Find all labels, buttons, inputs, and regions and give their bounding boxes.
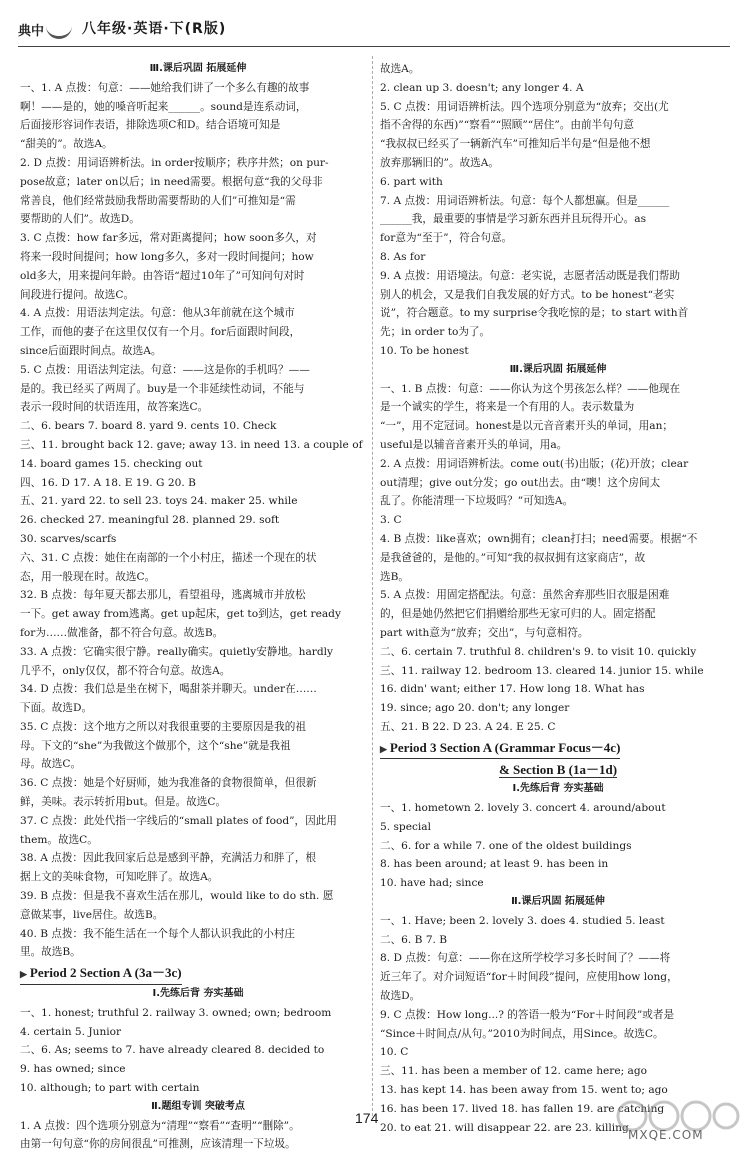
answer-line: 1. A 点拨：四个选项分别意为“清理”“察看”“查明”“删除”。 bbox=[20, 1119, 300, 1132]
answer-line: 9. C 点拨：How long...? 的答语一般为“For＋时间段”或者是 bbox=[380, 1008, 675, 1021]
answer-line: 四、16. D 17. A 18. E 19. G 20. B bbox=[20, 476, 196, 489]
answer-line: 一、1. honest; truthful 2. railway 3. owned; own; bedroom bbox=[20, 1006, 332, 1019]
answer-line: since后面跟时间点。故选A。 bbox=[20, 344, 162, 357]
answer-line: ______我，最重要的事情是学习新东西并且玩得开心。as bbox=[380, 213, 647, 226]
page-header bbox=[0, 0, 750, 52]
answer-line: 33. A 点拨：它确实很宁静。really确实。quietly安静地。hardly bbox=[20, 645, 333, 658]
section-subheading: Ⅱ.题组专训 突破考点 bbox=[151, 1100, 245, 1112]
logo-swirl-icon bbox=[46, 24, 72, 39]
answer-line: 几乎不，only仅仅，都不符合句意。故选A。 bbox=[20, 664, 231, 677]
answer-line: 34. D 点拨：我们总是坐在树下，喝甜茶并聊天。under在…… bbox=[20, 683, 317, 696]
answer-line: 2. A 点拨：用词语辨析法。come out(书)出版；(花)开放；clear bbox=[380, 457, 689, 470]
answer-line: part with意为“放弃；交出”，与句意相符。 bbox=[380, 626, 589, 639]
answer-line: 六、31. C 点拨：她住在南部的一个小村庄，描述一个现在的状 bbox=[20, 551, 317, 564]
answer-line: 由第一句句意“你的房间很乱”可推测，应该清理一下垃圾。 bbox=[20, 1138, 296, 1151]
answer-line: 4. A 点拨：用语法判定法。句意：他从3年前就在这个城市 bbox=[20, 307, 295, 320]
answer-line: 故选A。 bbox=[380, 63, 420, 75]
answer-line: 母。故选C。 bbox=[20, 758, 82, 771]
answer-line: 3. C 点拨：how far多远，常对距离提问；how soon多久，对 bbox=[20, 232, 317, 245]
answer-line: 35. C 点拨：这个地方之所以对我很重要的主要原因是我的祖 bbox=[20, 720, 306, 733]
period-heading bbox=[380, 761, 736, 780]
answer-line: 一下。get away from逃离。get up起床，get to到达，get ready bbox=[20, 608, 341, 621]
answer-line: “Since＋时间点/从句。”2010为时间点，用Since。故选C。 bbox=[380, 1027, 664, 1040]
answer-line: 指不舍得的东西)”“察看”“照顾”“居住”。由前半句句意 bbox=[380, 119, 634, 132]
answer-line: pose故意；later on以后；in need需要。根据句意“我的父母非 bbox=[20, 175, 323, 188]
answer-line: 39. B 点拨：但是我不喜欢生活在那儿，would like to do sth. 愿 bbox=[20, 890, 334, 903]
answer-line: 先；in order to为了。 bbox=[380, 326, 491, 339]
period-heading: ▶ Period 3 Section A (Grammar Focus－4c) bbox=[380, 739, 620, 760]
answer-line: 16. didn' want; either 17. How long 18. What has bbox=[380, 683, 645, 696]
answer-line: them。故选C。 bbox=[20, 833, 98, 846]
answer-line: 据上文的美味食物，可知吃胖了。故选A。 bbox=[20, 871, 219, 884]
answer-line: 二、6. B 7. B bbox=[380, 933, 448, 946]
answer-line: 鲜，美味。表示转折用but。但是。故选C。 bbox=[20, 796, 227, 809]
answer-line: 下面。故选D。 bbox=[20, 702, 93, 715]
left-column bbox=[20, 60, 379, 1154]
answer-line: 8. has been around; at least 9. has been in bbox=[380, 858, 609, 871]
publisher-logo bbox=[18, 20, 72, 39]
answer-line: 10. C bbox=[380, 1046, 409, 1059]
answer-line: 后面接形容词作表语，排除选项C和D。结合语境可知是 bbox=[20, 119, 281, 132]
answer-line: 5. C 点拨：用词语辨析法。四个选项分别意为“放弃；交出(尤 bbox=[380, 100, 669, 113]
answer-line: 近三年了。对介词短语“for＋时间段”提问，应使用how long， bbox=[380, 971, 678, 984]
section-subheading: Ⅲ.课后巩固 拓展延伸 bbox=[509, 363, 607, 375]
answer-line: 一、1. B 点拨：句意：——你认为这个男孩怎么样？——他现在 bbox=[380, 382, 681, 395]
answer-line: 2. clean up 3. doesn't; any longer 4. A bbox=[380, 81, 584, 94]
answer-line: “我叔叔已经买了一辆新汽车”可推知后半句是“但是他不想 bbox=[380, 138, 651, 151]
answer-line: 6. part with bbox=[380, 175, 443, 188]
answer-line: 一、1. A 点拨：句意：——她给我们讲了一个多么有趣的故事 bbox=[20, 81, 310, 94]
answer-line: 40. B 点拨：我不能生活在一个每个人都认识我此的小村庄 bbox=[20, 927, 296, 940]
answer-line: 36. C 点拨：她是个好厨师，她为我准备的食物很简单，但很新 bbox=[20, 777, 317, 790]
answer-line: 38. A 点拨：因此我回家后总是感到平静，充满活力和胖了，根 bbox=[20, 852, 317, 865]
answer-line: 母。下文的“she”为我做这个做那个，这个“she”就是我祖 bbox=[20, 739, 291, 752]
answer-line: 一、1. hometown 2. lovely 3. concert 4. around/about bbox=[380, 802, 666, 815]
answer-line: 故选D。 bbox=[380, 990, 421, 1003]
right-column bbox=[380, 60, 736, 1137]
answer-line: 是一个诚实的学生，将来是一个有用的人。表示数量为 bbox=[380, 401, 635, 414]
answer-line: 五、21. yard 22. to sell 23. toys 24. maker 25. while bbox=[20, 495, 298, 508]
answer-line: old多大，用来提问年龄。由答语“超过10年了”可知问句对时 bbox=[20, 269, 305, 282]
answer-line: 9. has owned; since bbox=[20, 1063, 126, 1076]
answer-line: 里。故选B。 bbox=[20, 946, 81, 959]
answer-line: 9. A 点拨：用语境法。句意：老实说，志愿者活动既是我们帮助 bbox=[380, 269, 680, 282]
answer-line: 将来一段时间提问；how long多久，多对一段时间提问；how bbox=[20, 250, 314, 263]
answer-line: 16. has been 17. lived 18. has fallen 19. are catching bbox=[380, 1102, 665, 1115]
answer-line: out清理；give out分发；go out出去。由“噢！这个房间太 bbox=[380, 476, 661, 489]
answer-line: 8. As for bbox=[380, 250, 426, 263]
answer-line: 二、6. As; seems to 7. have already cleared 8. decided to bbox=[20, 1044, 325, 1057]
answer-line: 说”，符合题意。to my surprise令我吃惊的是；to start with首 bbox=[380, 307, 689, 320]
answer-line: 三、11. brought back 12. gave; away 13. in need 13. a couple of bbox=[20, 438, 363, 451]
answer-line: 是的。我已经买了两周了。buy是一个非延续性动词，不能与 bbox=[20, 382, 305, 395]
answer-line: 的，但是她仍然把它们捐赠给那些无家可归的人。固定搭配 bbox=[380, 608, 656, 621]
answer-line: 2. D 点拨：用词语辨析法。in order按顺序；秩序井然；on pur- bbox=[20, 156, 329, 169]
answer-line: 放弃那辆旧的”。故选A。 bbox=[380, 156, 500, 169]
answer-line: 要帮助的人们”。故选D。 bbox=[20, 213, 140, 226]
answer-line: 二、6. bears 7. board 8. yard 9. cents 10. Check bbox=[20, 420, 277, 433]
answer-line: for意为“至于”，符合句意。 bbox=[380, 232, 513, 245]
section-subheading: Ⅱ.课后巩固 拓展延伸 bbox=[511, 896, 605, 908]
page-number: 174 bbox=[355, 1110, 379, 1126]
answer-line: 32. B 点拨：每年夏天都去那儿，看望祖母，逃离城市并放松 bbox=[20, 589, 306, 602]
answer-line: 10. To be honest bbox=[380, 344, 469, 357]
answer-line: 啊！——是的，她的嗓音听起来______。sound是连系动词， bbox=[20, 100, 307, 113]
answer-line: 别人的机会，又是我们自我发展的好方式。to be honest“老实 bbox=[380, 288, 675, 301]
answer-line: 3. C bbox=[380, 514, 402, 527]
answer-line: 37. C 点拨：此处代指一字线后的“small plates of food”，因此用 bbox=[20, 814, 337, 827]
answer-line: 五、21. B 22. D 23. A 24. E 25. C bbox=[380, 720, 556, 733]
answer-line: 常善良，他们经常鼓励我帮助需要帮助的人们”可推知是“需 bbox=[20, 194, 296, 207]
answer-line: 间段进行提问。故选C。 bbox=[20, 288, 135, 301]
answer-line: 19. since; ago 20. don't; any longer bbox=[380, 702, 570, 715]
answer-line: 30. scarves/scarfs bbox=[20, 532, 117, 545]
answer-line: 20. to eat 21. will disappear 22. are 23. killing bbox=[380, 1121, 629, 1134]
answer-line: 5. A 点拨：用固定搭配法。句意：虽然舍弃那些旧衣服是困难 bbox=[380, 589, 670, 602]
answer-line: 5. C 点拨：用语法判定法。句意：——这是你的手机吗？—— bbox=[20, 363, 310, 376]
answer-line: 13. has kept 14. has been away from 15. went to; ago bbox=[380, 1084, 668, 1097]
answer-line: 工作，而他的妻子在这里仅仅有一个月。for后面跟时间段， bbox=[20, 326, 301, 339]
answer-line: 8. D 点拨：句意：——你在这所学校学习多长时间了？——将 bbox=[380, 952, 671, 965]
answer-line: 三、11. railway 12. bedroom 13. cleared 14. junior 15. while bbox=[380, 664, 704, 677]
answer-line: 选B。 bbox=[380, 570, 409, 583]
answer-line: 是我爸爸的，是他的。”可知“我的叔叔拥有这家商店”，故 bbox=[380, 551, 646, 564]
section-subheading: Ⅰ.先练后背 夯实基础 bbox=[152, 988, 244, 1000]
answer-line: for为……做准备，都不符合句意。故选B。 bbox=[20, 626, 224, 639]
answer-line: 二、6. certain 7. truthful 8. children's 9. to visit 10. quickly bbox=[380, 645, 697, 658]
header-rule bbox=[18, 46, 730, 47]
answer-line: 7. A 点拨：用词语辨析法。句意：每个人都想赢。但是______ bbox=[380, 194, 670, 207]
watermark-text: MXQE.COM bbox=[628, 1128, 704, 1142]
section-subheading: Ⅲ.课后巩固 拓展延伸 bbox=[149, 63, 247, 74]
answer-line: “甜美的”。故选A。 bbox=[20, 138, 113, 151]
answer-line: 10. although; to part with certain bbox=[20, 1082, 200, 1095]
answer-line: 一、1. Have; been 2. lovely 3. does 4. studied 5. least bbox=[380, 914, 665, 927]
answer-line: 态，用一般现在时。故选C。 bbox=[20, 570, 156, 583]
section-subheading: Ⅰ.先练后背 夯实基础 bbox=[512, 783, 604, 795]
answer-line: 5. special bbox=[380, 820, 431, 833]
answer-line: 表示一段时间的状语连用，故答案选C。 bbox=[20, 401, 209, 414]
answer-line: 26. checked 27. meaningful 28. planned 29. soft bbox=[20, 514, 280, 527]
period-heading-text: & Section B (1a－1d) bbox=[498, 762, 618, 778]
answer-line: 4. certain 5. Junior bbox=[20, 1025, 122, 1038]
answer-line: useful是以辅音音素开头的单词，用a。 bbox=[380, 438, 568, 451]
answer-line: 乱了。你能清理一下垃圾吗？”可知选A。 bbox=[380, 495, 574, 508]
period-heading: ▶ Period 2 Section A (3a－3c) bbox=[20, 964, 182, 985]
book-title: 八年级·英语·下(R版) bbox=[82, 21, 227, 37]
answer-line: 意做某事，live居住。故选B。 bbox=[20, 908, 164, 921]
answer-line: 10. have had; since bbox=[380, 877, 484, 890]
answer-line: 4. B 点拨：like喜欢；own拥有；clean打扫；need需要。根据“不 bbox=[380, 532, 698, 545]
answer-line: 三、11. has been a member of 12. came here; ago bbox=[380, 1065, 648, 1078]
answer-line: 14. board games 15. checking out bbox=[20, 457, 203, 470]
logo-text: 典中 bbox=[18, 24, 45, 39]
answer-line: 二、6. for a while 7. one of the oldest buildings bbox=[380, 839, 632, 852]
answer-line: “一”，用不定冠词。honest是以元音音素开头的单词，用an； bbox=[380, 420, 674, 433]
